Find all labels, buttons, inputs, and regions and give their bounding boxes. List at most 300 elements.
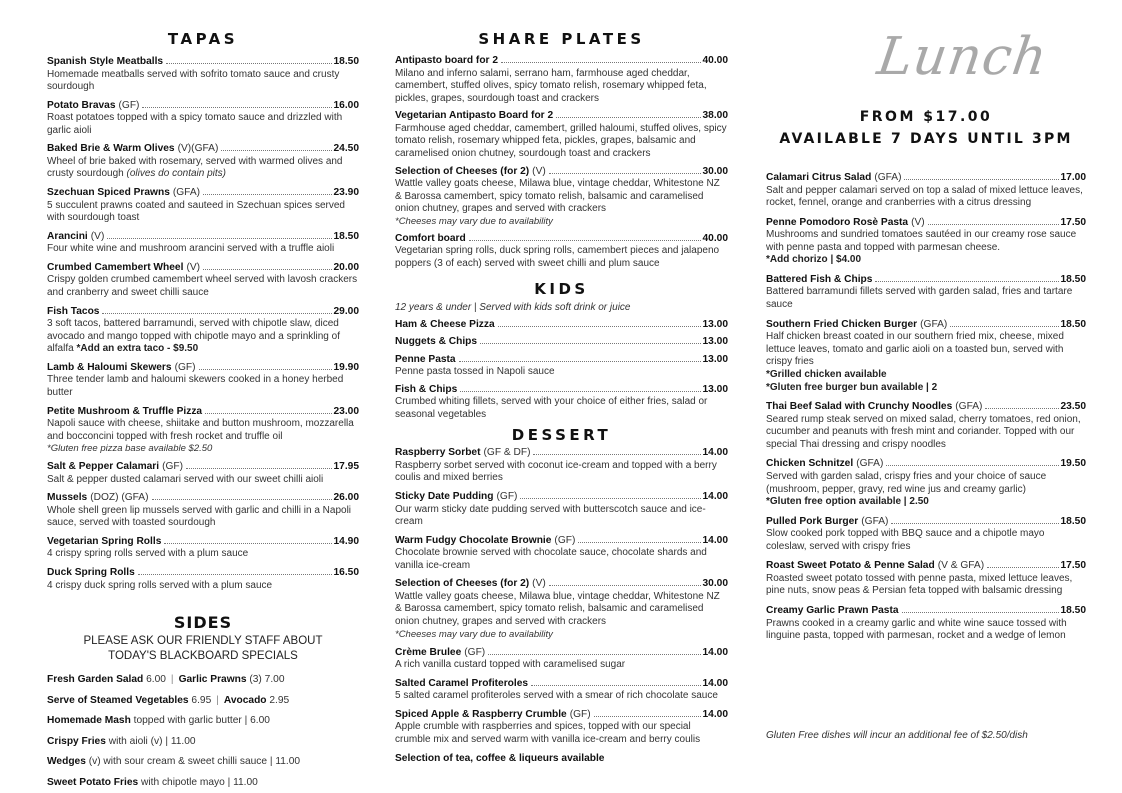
menu-item-header <box>47 362 359 375</box>
menu-item <box>766 605 1086 643</box>
dish-price: 38.00 <box>702 110 728 122</box>
dish-description-text: Half chicken breast coated in our southern fried mix, cheese, mixed lettuce leaves, tomato and garlic aioli on a toasted bun, served with crispy fries <box>766 331 1064 368</box>
dot-leader <box>531 685 700 686</box>
dish-name: Arancini <box>47 230 88 242</box>
dish-description <box>395 460 728 485</box>
dot-leader <box>203 194 331 195</box>
dot-leader <box>138 574 332 575</box>
dish-description-text: Penne pasta tossed in Napoli sauce <box>395 366 555 378</box>
dish-name: Pulled Pork Burger <box>766 515 859 527</box>
dietary-tag: (GFA) <box>861 515 889 527</box>
dish-description <box>766 185 1086 210</box>
side-item-row <box>47 715 359 727</box>
menu-item <box>395 709 728 747</box>
lunch-availability: AVAILABLE 7 DAYS UNTIL 3PM <box>779 131 1073 147</box>
menu-item-header <box>766 560 1086 573</box>
dish-name: Roast Sweet Potato & Penne Salad <box>766 560 935 572</box>
dish-description <box>395 68 728 106</box>
side-item-row <box>47 695 359 707</box>
lunch-script-title: Lunch <box>873 27 1052 87</box>
dish-name: Antipasto board for 2 <box>395 55 499 66</box>
menu-item-header <box>395 55 728 68</box>
dish-description <box>395 690 728 703</box>
dot-leader <box>199 369 332 370</box>
menu-item <box>47 492 359 530</box>
dish-note: *Cheeses may vary due to availability <box>395 215 553 227</box>
menu-item <box>766 516 1086 554</box>
dish-price: 13.00 <box>702 353 728 365</box>
dot-leader <box>501 62 700 63</box>
dish-description <box>395 591 728 629</box>
dish-name: Selection of Cheeses (for 2) <box>395 578 530 590</box>
menu-item-header <box>395 709 728 722</box>
dot-leader <box>886 465 1058 466</box>
dietary-tag: (V) <box>911 216 925 228</box>
dish-description <box>395 659 728 672</box>
dish-price: 20.00 <box>333 261 359 273</box>
dish-price: 18.50 <box>1060 318 1086 330</box>
side-name: Avocado <box>223 694 267 706</box>
dish-description-text: Mushrooms and sundried tomatoes sautéed in our creamy rose sauce with penne pasta and topped with parmesan cheese. <box>766 229 1077 253</box>
dish-name: Comfort board <box>395 232 466 244</box>
dish-option-note: *Gluten free option available | 2.50 <box>766 496 929 508</box>
menu-item <box>47 262 359 300</box>
dot-leader <box>107 238 331 239</box>
dish-price: 19.90 <box>333 361 359 373</box>
dish-description-text: Roast potatoes topped with a spicy tomato sauce and drizzled with garlic aioli <box>47 112 343 136</box>
menu-item-header <box>766 319 1086 332</box>
side-item-row <box>47 736 359 748</box>
dish-description <box>395 504 728 529</box>
dietary-tag: (V) <box>90 230 105 242</box>
dish-description <box>766 618 1086 643</box>
dish-name: Ham & Cheese Pizza <box>395 318 495 330</box>
dish-name: Duck Spring Rolls <box>47 567 135 579</box>
dish-price: 30.00 <box>702 578 728 590</box>
dish-description-text: 5 salted caramel profiteroles served with a smear of rich chocolate sauce <box>395 690 718 702</box>
dish-name: Spiced Apple & Raspberry Crumble <box>395 708 567 720</box>
dish-name: Lamb & Haloumi Skewers <box>47 361 172 373</box>
dietary-tag: (GFA) <box>172 187 201 199</box>
kids-subtitle: 12 years & under | Served with kids soft drink or juice <box>395 301 631 313</box>
dish-description-text: Napoli sauce with cheese, shiitake and button mushroom, mozzarella and bocconcini topped with fresh rocket and truffle oil <box>47 418 354 442</box>
dot-leader <box>987 567 1058 568</box>
side-name: Wedges <box>47 756 86 768</box>
side-name: Garlic Prawns <box>178 674 247 686</box>
menu-item-header <box>47 536 359 549</box>
dish-description <box>47 418 359 443</box>
dish-description <box>395 547 728 572</box>
dish-description-text: Whole shell green lip mussels served with garlic and chilli in a Napoli sauce, served with toasted sourdough <box>47 504 352 529</box>
dish-description <box>395 245 728 270</box>
dietary-tag: (GFA) <box>856 458 884 470</box>
side-detail: (3) 7.00 <box>249 674 285 686</box>
dish-description <box>47 505 359 530</box>
dot-leader <box>556 117 700 118</box>
menu-item-header <box>395 647 728 660</box>
dish-description <box>47 474 359 487</box>
dish-price: 24.50 <box>333 143 359 155</box>
dish-description-text: Our warm sticky date pudding served with butterscotch sauce and ice-cream <box>395 503 706 528</box>
menu-item <box>766 458 1086 508</box>
sides-list <box>47 674 359 789</box>
dish-description-text: Four white wine and mushroom arancini served with a truffle aioli <box>47 243 335 255</box>
dish-option-note: *Gluten free burger bun available | 2 <box>766 381 938 393</box>
dish-name: Raspberry Sorbet <box>395 447 481 459</box>
lunch-price-line: FROM $17.00 <box>859 109 993 125</box>
dish-description-text: Chocolate brownie served with chocolate sauce, chocolate shards and vanilla ice-cream <box>395 547 707 571</box>
menu-item <box>47 406 359 456</box>
menu-item <box>395 55 728 105</box>
dietary-tag: (GFA) <box>955 401 983 413</box>
dish-price: 13.00 <box>702 383 728 395</box>
side-item-row <box>47 777 359 789</box>
dish-price: 26.00 <box>333 492 359 504</box>
dish-name: Spanish Style Meatballs <box>47 56 164 67</box>
dot-leader <box>164 543 331 544</box>
dish-name: Salted Caramel Profiteroles <box>395 677 529 689</box>
dish-description-text: Apple crumble with raspberries and spices, topped with our special crumble mix and served warm with vanilla ice-cream and berry coulis <box>395 721 701 745</box>
dish-description-text: 5 succulent prawns coated and sauteed in Szechuan spices served with sourdough toast <box>47 199 345 224</box>
menu-item-header <box>395 233 728 246</box>
side-detail: topped with garlic butter | 6.00 <box>133 715 270 727</box>
dish-name: Chicken Schnitzel <box>766 458 854 470</box>
dish-description-text: Wattle valley goats cheese, Milawa blue, vintage cheddar, Whitestone NZ & Barossa camembert, spicy tomato relish, balsamic and caramelised onion chutney, grapes and served with crackers <box>395 178 720 215</box>
dish-description <box>766 414 1086 452</box>
dietary-tag: (GF) <box>162 461 184 473</box>
dish-price: 16.00 <box>333 99 359 111</box>
dish-name: Nuggets & Chips <box>395 336 478 348</box>
dish-description-text: Seared rump steak served on mixed salad, cherry tomatoes, red onion, cucumber and peanuts with fresh mint and coriander. Topped with our special Thai dressing and crispy noodles <box>766 413 1081 450</box>
dot-leader <box>142 107 331 108</box>
dish-option-note: *Add chorizo | $4.00 <box>766 254 862 266</box>
dish-description-text: Salt and pepper calamari served on top a salad of mixed lettuce leaves, rocket, fennel, orange and cranberries with a citrus dressing <box>766 184 1083 209</box>
dish-description <box>766 528 1086 553</box>
dot-leader <box>950 326 1058 327</box>
side-item-row <box>47 674 359 686</box>
dot-leader <box>875 281 1058 282</box>
dietary-tag: (GFA) <box>874 172 902 183</box>
menu-item-header <box>47 231 359 244</box>
dot-leader <box>469 240 701 241</box>
dish-name: Sticky Date Pudding <box>395 491 494 502</box>
share-title: SHARE PLATES <box>478 30 645 48</box>
dish-extra-option: *Add an extra taco - $9.50 <box>76 343 199 355</box>
menu-item <box>47 143 359 181</box>
menu-item-header <box>47 262 359 275</box>
dish-price: 30.00 <box>702 165 728 177</box>
dot-leader <box>902 612 1059 613</box>
dot-leader <box>549 585 701 586</box>
dish-description-text: Crispy golden crumbed camembert wheel served with lavosh crackers and cranberry and sweet chilli sauce <box>47 274 358 298</box>
dish-description <box>395 123 728 161</box>
dish-description <box>47 580 359 593</box>
menu-item-header <box>766 605 1086 618</box>
dish-name: Southern Fried Chicken Burger <box>766 318 918 330</box>
dish-name: Thai Beef Salad with Crunchy Noodles <box>766 401 953 413</box>
side-name: Sweet Potato Fries <box>47 776 139 788</box>
dish-description-text: Prawns cooked in a creamy garlic and white wine sauce tossed with linguine pasta, topped with parmesan, rocket and a wedge of lemon <box>766 617 1067 642</box>
gluten-free-footnote: Gluten Free dishes will incur an additional fee of $2.50/dish <box>766 730 1028 741</box>
dish-name: Battered Fish & Chips <box>766 273 873 285</box>
side-name: Serve of Steamed Vegetables <box>47 694 189 706</box>
dot-leader <box>594 716 701 717</box>
dietary-tag: (GF) <box>554 534 576 546</box>
dish-price: 18.50 <box>1060 605 1086 617</box>
dish-price: 17.50 <box>1060 560 1086 572</box>
dish-price: 14.00 <box>702 447 728 459</box>
dessert-title: DESSERT <box>511 426 612 445</box>
sides-title: SIDES <box>173 613 233 633</box>
dish-price: 23.90 <box>333 187 359 199</box>
dish-name: Szechuan Spiced Prawns <box>47 187 170 199</box>
menu-item <box>47 56 359 94</box>
dish-option-note: *Grilled chicken available <box>766 368 887 380</box>
dish-description-text: Homemade meatballs served with sofrito tomato sauce and crusty sourdough <box>47 68 340 93</box>
lunch-list <box>766 172 1086 643</box>
tapas-list <box>47 56 359 592</box>
menu-item-header <box>47 100 359 113</box>
dot-leader <box>891 523 1058 524</box>
side-name: Crispy Fries <box>47 735 106 747</box>
dot-leader <box>985 408 1058 409</box>
menu-item-header <box>47 461 359 474</box>
dish-description-text: Battered barramundi fillets served with garden salad, fries and tartare sauce <box>766 286 1073 311</box>
menu-item-header <box>395 319 728 332</box>
menu-item-header <box>395 166 728 179</box>
dish-description <box>47 274 359 299</box>
menu-item <box>766 401 1086 451</box>
dish-price: 13.00 <box>702 336 728 348</box>
dish-name: Vegetarian Antipasto Board for 2 <box>395 110 554 122</box>
dish-description <box>47 548 359 561</box>
dish-price: 14.90 <box>333 535 359 547</box>
menu-item-header <box>47 56 359 69</box>
dish-inline-note: (olives do contain pits) <box>126 168 226 180</box>
dish-price: 14.00 <box>702 491 728 502</box>
dot-leader <box>904 179 1058 180</box>
dish-price: 23.50 <box>1060 401 1086 413</box>
dietary-tag: (V)(GFA) <box>177 143 219 155</box>
menu-item-header <box>766 516 1086 529</box>
sides-subtitle: PLEASE ASK OUR FRIENDLY STAFF ABOUT TODAY'S BLACKBOARD SPECIALS <box>83 635 323 663</box>
dish-name: Mussels <box>47 492 88 504</box>
tapas-title: TAPAS <box>167 30 239 48</box>
dish-price: 23.00 <box>333 405 359 417</box>
menu-item <box>766 274 1086 312</box>
dish-price: 29.00 <box>333 305 359 317</box>
side-separator: | <box>216 694 219 706</box>
menu-item <box>47 231 359 256</box>
menu-item-header <box>395 535 728 548</box>
menu-item-header <box>395 110 728 123</box>
dish-name: Crème Brulee <box>395 646 462 658</box>
dish-note: *Gluten free pizza base available $2.50 <box>47 443 213 455</box>
dish-name: Penne Pomodoro Rosè Pasta <box>766 216 909 228</box>
kids-list <box>395 319 728 422</box>
menu-item <box>395 110 728 160</box>
menu-item-header <box>766 458 1086 471</box>
dietary-tag: (GF) <box>496 491 518 502</box>
dish-description-text: Raspberry sorbet served with coconut ice-cream and topped with a berry coulis and mixed berries <box>395 459 717 484</box>
dish-description <box>47 200 359 225</box>
dish-price: 16.50 <box>333 567 359 579</box>
dish-name: Penne Pasta <box>395 353 456 365</box>
dot-leader <box>459 361 701 362</box>
dietary-tag: (GF) <box>118 99 140 111</box>
dish-description <box>766 573 1086 598</box>
side-detail: (v) with sour cream & sweet chilli sauce | 11.00 <box>88 756 301 768</box>
dish-description <box>47 374 359 399</box>
dish-description-text: Slow cooked pork topped with BBQ sauce and a chipotle mayo coleslaw, served with crispy fries <box>766 528 1045 552</box>
menu-item <box>395 166 728 228</box>
dot-leader <box>152 499 332 500</box>
menu-item-header <box>47 306 359 319</box>
dish-description <box>47 318 359 356</box>
dish-description-text: Roasted sweet potato tossed with penne pasta, mixed lettuce leaves, pine nuts, snow peas & Persian feta topped with balsamic dressing <box>766 572 1073 597</box>
dish-description-text: Salt & pepper dusted calamari served with our sweet chilli aioli <box>47 473 324 485</box>
side-name: Homemade Mash <box>47 715 131 727</box>
dish-description-text: 4 crispy duck spring rolls served with a plum sauce <box>47 579 273 591</box>
side-separator: | <box>170 674 174 686</box>
dietary-tag: (V) <box>532 578 546 590</box>
menu-item <box>47 536 359 561</box>
menu-item <box>766 172 1086 210</box>
menu-item <box>395 336 728 349</box>
menu-item <box>395 233 728 271</box>
dish-description-text: Vegetarian spring rolls, duck spring rolls, camembert pieces and jalapeno poppers (3 of each) served with sweet chilli and plum sauce <box>395 245 720 269</box>
dish-description-text: Milano and inferno salami, serrano ham, farmhouse aged cheddar, camembert, stuffed olives, spicy tomato relish, rosemary whipped feta, pickles, grapes, sourdough toast and crackers <box>395 67 707 104</box>
dish-description <box>395 366 728 379</box>
dish-description-text: Served with garden salad, crispy fries and your choice of sauce (mushroom, pepper, gravy, red wine jus and creamy garlic) <box>766 470 1047 495</box>
dessert-list <box>395 447 728 746</box>
menu-item <box>47 187 359 225</box>
menu-item-header <box>47 187 359 200</box>
dot-leader <box>102 313 331 314</box>
side-detail: 6.95 <box>191 694 212 706</box>
dish-name: Fish & Chips <box>395 383 458 395</box>
dot-leader <box>205 413 331 414</box>
menu-item-header <box>395 354 728 367</box>
dish-price: 13.00 <box>702 318 728 330</box>
menu-item-header <box>766 172 1086 185</box>
menu-item <box>395 535 728 573</box>
dot-leader <box>460 391 700 392</box>
dot-leader <box>488 654 700 655</box>
dish-price: 14.00 <box>702 646 728 658</box>
dish-price: 40.00 <box>702 55 728 66</box>
dot-leader <box>203 269 331 270</box>
dish-price: 19.50 <box>1060 458 1086 470</box>
dietary-tag: (V) <box>186 261 201 273</box>
dot-leader <box>166 63 331 64</box>
menu-item <box>395 384 728 422</box>
side-detail: 6.00 <box>146 674 166 686</box>
menu-item <box>47 100 359 138</box>
dish-description <box>395 178 728 216</box>
dish-description-text: 4 crispy spring rolls served with a plum sauce <box>47 548 249 560</box>
dish-description-text: A rich vanilla custard topped with caramelised sugar <box>395 659 626 671</box>
dish-name: Petite Mushroom & Truffle Pizza <box>47 405 203 417</box>
dish-description <box>766 286 1086 311</box>
dot-leader <box>549 173 701 174</box>
dish-name: Creamy Garlic Prawn Pasta <box>766 605 899 617</box>
side-detail: with chipotle mayo | 11.00 <box>141 776 258 788</box>
dish-price: 18.50 <box>333 230 359 242</box>
menu-item-header <box>766 217 1086 230</box>
menu-item <box>395 491 728 529</box>
menu-item <box>395 319 728 332</box>
dish-description-text: 3 soft tacos, battered barramundi, served with chipotle slaw, diced avocado and mango topped with chipotle mayo and a sprinkling of alfalfa <box>47 318 340 355</box>
dot-leader <box>520 498 700 499</box>
dish-name: Crumbed Camembert Wheel <box>47 261 184 273</box>
dot-leader <box>928 224 1059 225</box>
dietary-tag: (V) <box>532 165 546 177</box>
menu-item-header <box>47 567 359 580</box>
dish-description-text: Three tender lamb and haloumi skewers cooked in a honey herbed butter <box>47 374 344 398</box>
menu-item-header <box>395 447 728 460</box>
dot-leader <box>533 454 700 455</box>
dish-name: Selection of Cheeses (for 2) <box>395 165 530 177</box>
dish-price: 17.00 <box>1060 172 1086 183</box>
dietary-tag: (GFA) <box>920 318 948 330</box>
dietary-tag: (GF) <box>569 708 591 720</box>
menu-item <box>47 306 359 356</box>
dish-price: 17.95 <box>333 461 359 473</box>
dish-description <box>47 112 359 137</box>
menu-item <box>766 560 1086 598</box>
dish-description <box>766 229 1086 254</box>
dot-leader <box>221 150 331 151</box>
menu-item <box>47 461 359 486</box>
dish-name: Fish Tacos <box>47 305 100 317</box>
dish-price: 14.00 <box>702 677 728 689</box>
menu-item <box>395 647 728 672</box>
dish-price: 18.50 <box>1060 515 1086 527</box>
menu-item <box>47 567 359 592</box>
dish-price: 18.50 <box>333 56 359 67</box>
menu-item <box>395 678 728 703</box>
dish-name: Warm Fudgy Chocolate Brownie <box>395 534 552 546</box>
dietary-tag: (V & GFA) <box>937 560 985 572</box>
menu-item-header <box>395 384 728 397</box>
share-list <box>395 55 728 271</box>
menu-item <box>766 319 1086 394</box>
dish-description <box>766 331 1086 369</box>
menu-item-header <box>47 143 359 156</box>
dish-price: 17.50 <box>1060 216 1086 228</box>
dish-price: 40.00 <box>702 232 728 244</box>
menu-item <box>395 447 728 485</box>
tea-coffee-note: Selection of tea, coffee & liqueurs available <box>395 752 605 764</box>
dish-name: Salt & Pepper Calamari <box>47 461 160 473</box>
side-item-row <box>47 756 359 768</box>
lunch-column <box>766 25 1086 741</box>
menu-item <box>395 354 728 379</box>
dietary-tag: (DOZ) (GFA) <box>90 492 149 504</box>
menu-item-header <box>395 678 728 691</box>
dish-price: 14.00 <box>702 534 728 546</box>
dish-description <box>47 243 359 256</box>
menu-item-header <box>395 491 728 504</box>
side-name: Fresh Garden Salad <box>47 674 144 686</box>
dot-leader <box>480 343 700 344</box>
dish-description <box>47 69 359 94</box>
side-detail: with aioli (v) | 11.00 <box>108 735 196 747</box>
side-detail: 2.95 <box>269 694 290 706</box>
kids-title: KIDS <box>534 279 589 298</box>
dietary-tag: (GF) <box>174 361 196 373</box>
